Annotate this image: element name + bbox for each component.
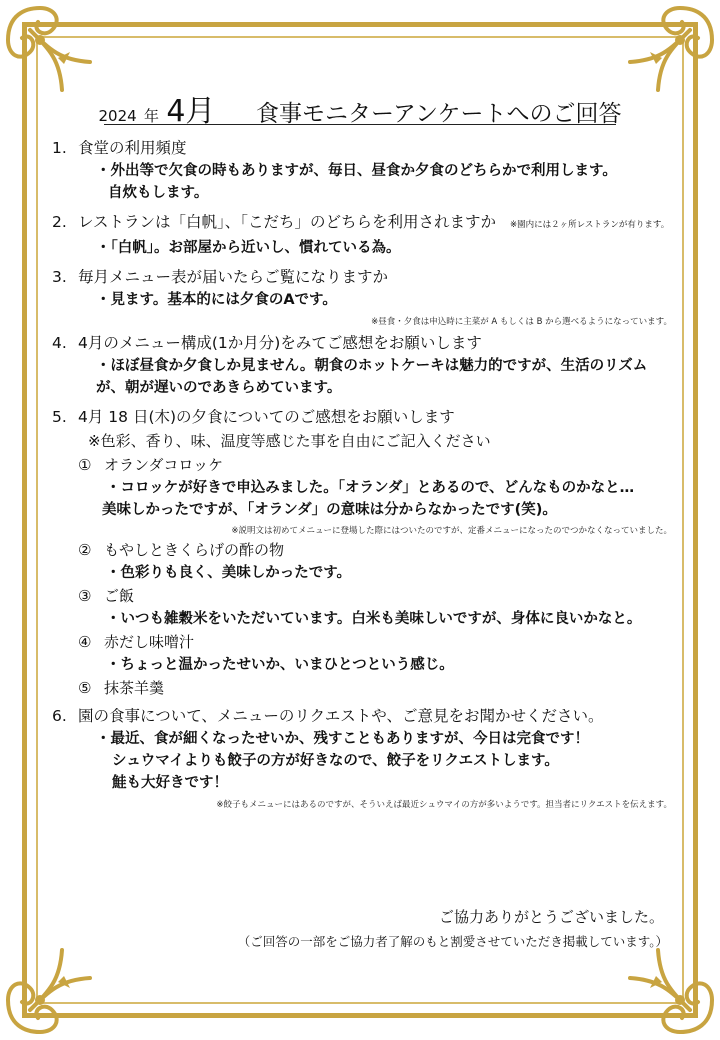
question-4	[52, 331, 672, 355]
dish-number: ②	[78, 541, 92, 559]
question-hint: ※色彩、香り、味、温度等感じた事を自由にご記入ください	[88, 432, 491, 450]
question-number: 3.	[52, 268, 67, 286]
answer-line: 鮭も大好きです！	[112, 775, 228, 791]
dish-name: もやしときくらげの酢の物	[104, 541, 285, 559]
question-2	[52, 210, 672, 237]
corner-ornament-icon	[0, 930, 110, 1040]
dish-number: ④	[78, 633, 92, 651]
disclaimer-note: （ご回答の一部をご協力者了解のもと割愛させていただき掲載しています。）	[237, 934, 668, 949]
dish-item	[78, 538, 672, 562]
dish-item	[78, 453, 672, 477]
answer-line: ・いつも雑穀米をいただいています。白米も美味しいですが、身体に良いかなと。	[106, 611, 642, 627]
question-text: レストランは「白帆」、「こだち」のどちらを利用されますか	[78, 213, 497, 231]
question-text: 4月のメニュー構成(1か月分)をみてご感想をお願いします	[78, 334, 482, 352]
question-1	[52, 136, 672, 160]
thanks-message: ご協力ありがとうございました。	[438, 908, 664, 926]
answer-line: シュウマイよりも餃子の方が好きなので、餃子をリクエストします。	[112, 753, 559, 769]
question-6	[52, 704, 672, 728]
title-underline	[104, 124, 616, 125]
dish-name: 赤だし味噌汁	[104, 633, 195, 651]
question-text: 食堂の利用頻度	[78, 139, 187, 157]
dish-number: ③	[78, 587, 92, 605]
footnote: ※説明文は初めてメニューに登場した際にはついたのですが、定番メニューになったのでつかなくなっていました。	[231, 526, 672, 536]
question-number: 5.	[52, 408, 67, 426]
dish-item	[78, 630, 672, 654]
answer-line: ・コロッケが好きで申込みました。「オランダ」とあるので、どんなものかなと…	[106, 480, 635, 496]
question-3	[52, 265, 672, 289]
answer-line: ・見ます。基本的には夕食のAです。	[96, 292, 337, 308]
answer-line: ・最近、食が細くなったせいか、残すこともありますが、今日は完食です！	[96, 731, 589, 747]
footnote: ※餃子もメニューにはあるのですが、そういえば最近シュウマイの方が多いようです。担当者にリクエストを伝えます。	[216, 800, 672, 810]
dish-name: オランダコロッケ	[104, 456, 224, 474]
answer-line: ・「白帆」。お部屋から近いし、慣れている為。	[96, 240, 401, 256]
title-text: 食事モニターアンケートへのご回答	[256, 101, 622, 127]
survey-content	[52, 136, 672, 812]
question-text: 毎月メニュー表が届いたらご覧になりますか	[78, 268, 389, 286]
answer-line: 自炊もします。	[108, 185, 209, 201]
answer-line: ・ちょっと温かったせいか、いまひとつという感じ。	[106, 657, 454, 673]
answer-line: 美味しかったですが、「オランダ」の意味は分からなかったです(笑)。	[102, 502, 557, 518]
question-number: 2.	[52, 213, 67, 231]
answer-line: ・色彩りも良く、美味しかったです。	[106, 565, 352, 581]
question-number: 6.	[52, 707, 67, 725]
question-number: 4.	[52, 334, 67, 352]
answer-line: ・ほぼ昼食か夕食しか見ません。朝食のホットケーキは魅力的ですが、生活のリズム	[96, 358, 648, 374]
question-5	[52, 405, 672, 429]
dish-number: ①	[78, 456, 92, 474]
title-year: 2024	[98, 107, 137, 125]
question-text: 4月 18 日(木)の夕食についてのご感想をお願いします	[78, 408, 455, 426]
dish-name: 抹茶羊羹	[104, 679, 165, 697]
footnote: ※昼食・夕食は申込時に主菜が A もしくは B から選べるようになっています。	[371, 317, 672, 327]
dish-number: ⑤	[78, 679, 92, 697]
side-note: ※園内には２ヶ所レストランが有ります。	[510, 220, 670, 230]
dish-item	[78, 584, 672, 608]
title-year-unit: 年	[143, 107, 159, 125]
dish-name: ご飯	[104, 587, 135, 605]
title-month: 4月	[166, 94, 216, 129]
dish-item	[78, 676, 672, 700]
answer-line: が、朝が遅いのであきらめています。	[96, 380, 342, 396]
question-text: 園の食事について、メニューのリクエストや、ご意見をお聞かせください。	[78, 707, 604, 725]
question-number: 1.	[52, 139, 67, 157]
answer-line: ・外出等で欠食の時もありますが、毎日、昼食か夕食のどちらかで利用します。	[96, 163, 617, 179]
